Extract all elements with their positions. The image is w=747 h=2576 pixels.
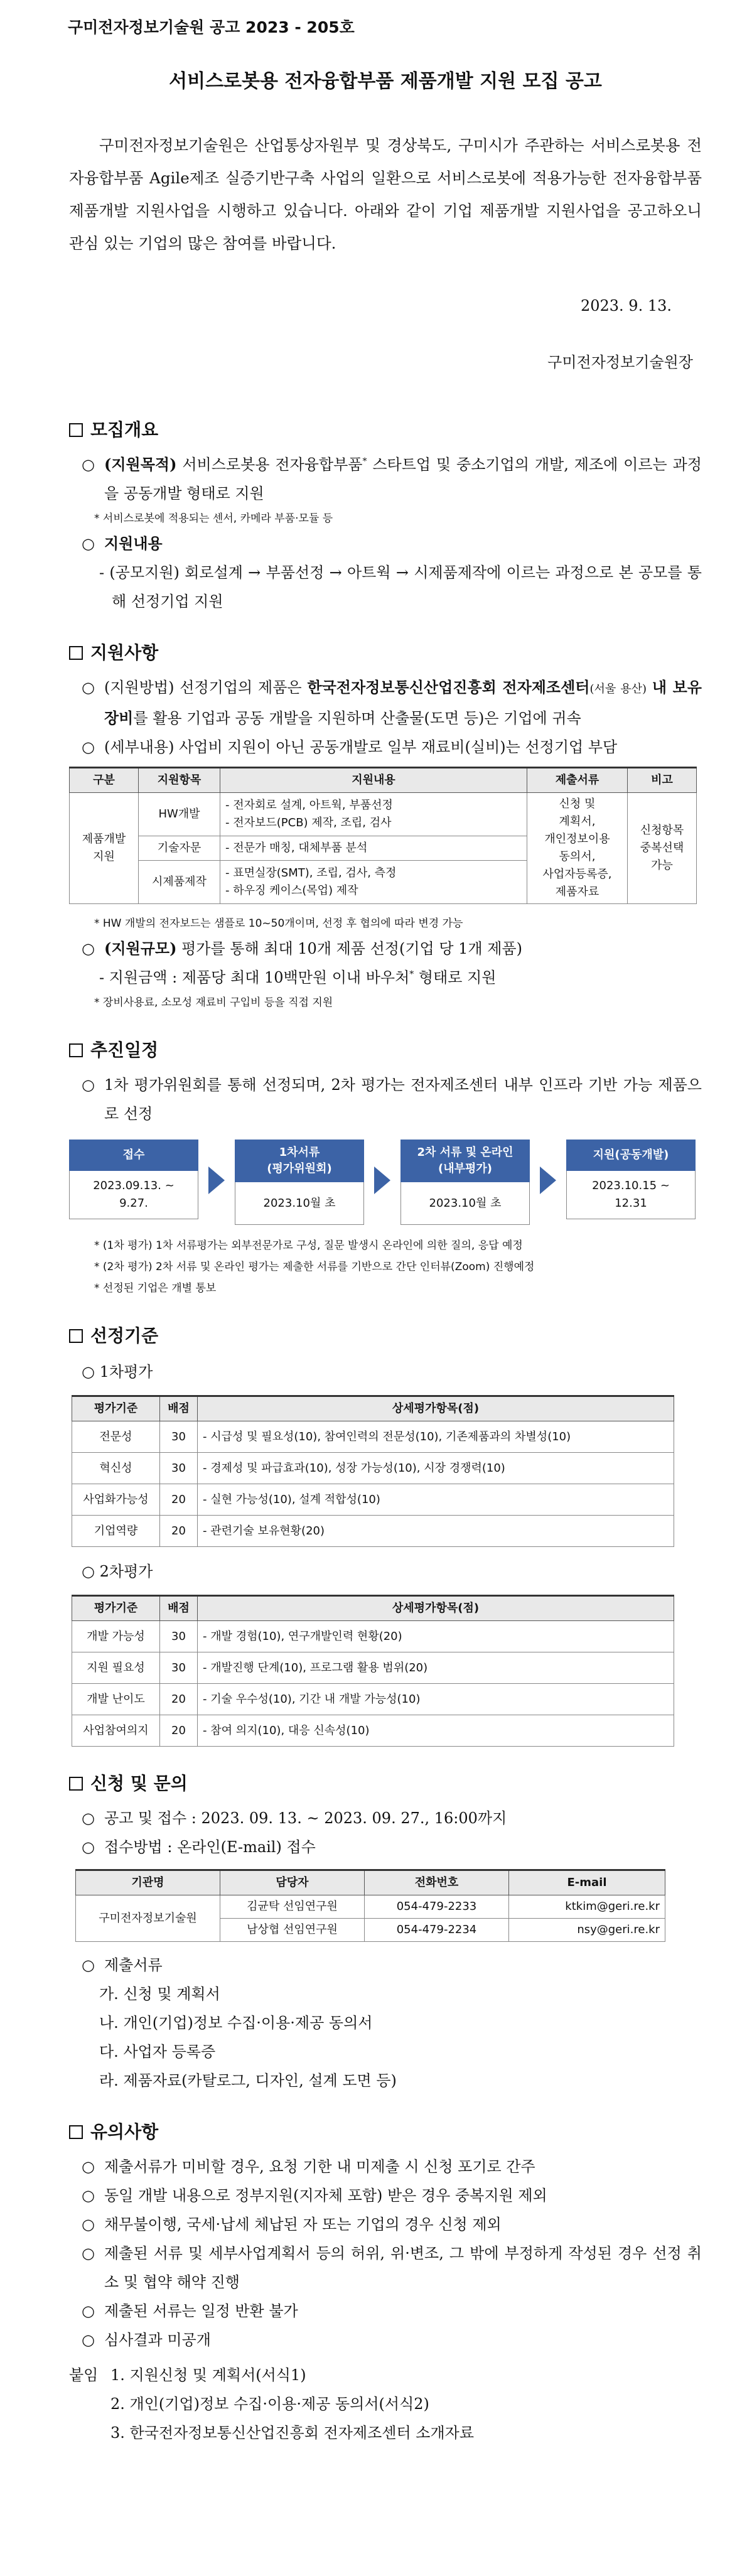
circle-bullet-icon: ○: [82, 2158, 95, 2176]
circle-bullet-icon: ○: [82, 1809, 95, 1828]
item-label: 1차평가: [99, 1363, 153, 1381]
attachment-item: 2. 개인(기업)정보 수집·이용·제공 동의서(서식2): [110, 2395, 429, 2413]
list-item: [69, 2210, 702, 2239]
footnote-mark: *: [409, 969, 414, 980]
item-text: 제출서류가 미비할 경우, 요청 기한 내 미제출 시 신청 포기로 간주: [104, 2158, 535, 2176]
table-cell: - 표면실장(SMT), 조립, 검사, 측정 - 하우징 케이스(목업) 제작: [220, 861, 527, 904]
table-cell: - 기술 우수성(10), 기간 내 개발 가능성(10): [198, 1684, 674, 1715]
table-cell: 사업참여의지: [72, 1715, 160, 1747]
table-cell: 20: [160, 1715, 198, 1747]
notice-number: 구미전자정보기술원 공고 2023 - 205호: [68, 18, 355, 36]
table-cell: 054-479-2233: [365, 1895, 509, 1919]
doc-item: 다. 사업자 등록증: [99, 2043, 216, 2061]
item-text: 한국전자정보통신산업진흥회 전자제조센터: [307, 678, 590, 697]
circle-bullet-icon: ○: [82, 2187, 95, 2205]
table-cell: 구미전자정보기술원: [76, 1895, 220, 1942]
table-row: [72, 1652, 674, 1684]
circle-bullet-icon: ○: [82, 2245, 95, 2263]
circle-bullet-icon: ○: [82, 1838, 95, 1857]
section-title: 지원사항: [90, 642, 159, 664]
list-item: [69, 2152, 702, 2181]
step-date: 2023.09.13. ~ 9.27.: [69, 1171, 198, 1219]
section-heading-criteria: [69, 1320, 702, 1351]
table-header: 평가기준: [72, 1396, 160, 1421]
circle-bullet-icon: ○: [82, 535, 95, 553]
doc-item: 라. 제품자료(카탈로그, 디자인, 설계 도면 등): [99, 2072, 397, 2090]
section-heading-notes: [69, 2116, 702, 2147]
schedule-step: [566, 1140, 696, 1219]
item-text: 심사결과 미공개: [104, 2331, 211, 2349]
table-cell: 20: [160, 1684, 198, 1715]
notice-date: 2023. 9. 13.: [580, 297, 672, 315]
table-row: [72, 1421, 674, 1453]
table-header: 제출서류: [527, 768, 628, 793]
table-cell: - 실현 가능성(10), 설계 적합성(10): [198, 1484, 674, 1516]
circle-bullet-icon: ○: [82, 2302, 95, 2320]
section-heading-support: [69, 637, 702, 668]
schedule-timeline: [69, 1140, 697, 1225]
table-cell: 전문성: [72, 1421, 160, 1453]
attachments: [69, 2361, 702, 2447]
schedule-step: [235, 1140, 364, 1225]
circle-bullet-icon: ○: [82, 679, 95, 697]
footnote: * (1차 평가) 1차 서류평가는 외부전문가로 구성, 질문 발생시 온라인에 의한 질의, 응답 예정: [94, 1239, 523, 1253]
square-bullet-icon: [69, 423, 83, 437]
table-row: [72, 1715, 674, 1747]
list-item: [69, 1833, 702, 1862]
table-cell: 제품개발 지원: [70, 793, 139, 904]
table-cell: 20: [160, 1484, 198, 1516]
list-item: [69, 529, 702, 558]
square-bullet-icon: [69, 1329, 83, 1343]
footnote: * 서비스로봇에 적용되는 센서, 카메라 부품·모듈 등: [94, 512, 333, 525]
step-title: 1차서류 (평가위원회): [235, 1140, 364, 1182]
table-cell: 개발 난이도: [72, 1684, 160, 1715]
section-title: 추진일정: [90, 1040, 159, 1061]
table-header: 지원항목: [139, 768, 220, 793]
table-row: [76, 1895, 665, 1919]
step-title: 접수: [69, 1140, 198, 1171]
table-cell: - 개발진행 단계(10), 프로그램 활용 범위(20): [198, 1652, 674, 1684]
circle-bullet-icon: ○: [82, 2331, 95, 2349]
intro-paragraph: 구미전자정보기술원은 산업통상자원부 및 경상북도, 구미시가 주관하는 서비스로봇용 전자융합부품 Agile제조 실증기반구축 사업의 일환으로 서비스로봇에 적용가능한 전자융합부품 제품개발 지원사업을 시행하고 있습니다. 아래와 같이 기업 제품개발 지원사업을 공고하오니 관심 있는 기업의 많은 참여를 바랍니다.: [69, 136, 702, 253]
list-item: [69, 1557, 702, 1586]
table-cell: 기업역량: [72, 1516, 160, 1547]
table-row: [72, 1516, 674, 1547]
table-header: 전화번호: [365, 1870, 509, 1895]
table-cell: - 시급성 및 필요성(10), 참여인력의 전문성(10), 기존제품과의 차별성(10): [198, 1421, 674, 1453]
arrow-right-icon: [198, 1140, 235, 1221]
arrow-right-icon: [364, 1140, 400, 1221]
table-header: 상세평가항목(점): [198, 1396, 674, 1421]
circle-bullet-icon: ○: [82, 940, 95, 958]
table-cell: 20: [160, 1516, 198, 1547]
table-header: 지원내용: [220, 768, 527, 793]
schedule-step: [400, 1140, 530, 1225]
table-header: E-mail: [509, 1870, 665, 1895]
footnote: * HW 개발의 전자보드는 샘플로 10~50개이며, 선정 후 협의에 따라 변경 가능: [94, 917, 463, 930]
item-text: 제출된 서류 및 세부사업계획서 등의 허위, 위·변조, 그 밖에 부정하게 작성된 경우 선정 취소 및 협약 해약 진행: [104, 2245, 702, 2292]
second-evaluation-table: [72, 1595, 674, 1747]
item-text: 제출된 서류는 일정 반환 불가: [104, 2302, 298, 2320]
support-table: [69, 767, 697, 904]
arrow-right-icon: [530, 1140, 566, 1221]
square-bullet-icon: [69, 2125, 83, 2139]
list-item: [69, 450, 702, 508]
table-row: [72, 1453, 674, 1484]
table-cell: - 전문가 매칭, 대체부품 분석: [220, 836, 527, 861]
item-text: 선정기업의 제품은: [180, 679, 302, 697]
table-cell: 신청 및 계획서, 개인정보이용 동의서, 사업자등록증, 제품자료: [527, 793, 628, 904]
table-cell: 사업화가능성: [72, 1484, 160, 1516]
step-date: 2023.10월 초: [235, 1182, 364, 1225]
square-bullet-icon: [69, 646, 83, 660]
table-row: [72, 1684, 674, 1715]
circle-bullet-icon: ○: [82, 1956, 95, 1975]
table-cell: 30: [160, 1621, 198, 1652]
table-header: 배점: [160, 1396, 198, 1421]
list-item: [69, 733, 702, 762]
item-text: 평가를 통해 최대 10개 제품 선정(기업 당 1개 제품): [181, 940, 522, 958]
item-text: 접수방법 : 온라인(E-mail) 접수: [104, 1838, 316, 1857]
item-label: 2차평가: [99, 1563, 153, 1581]
table-header: 비고: [628, 768, 697, 793]
item-text: 동일 개발 내용으로 정부지원(지자체 포함) 받은 경우 중복지원 제외: [104, 2187, 547, 2205]
table-cell: 30: [160, 1421, 198, 1453]
item-label: (지원목적): [104, 455, 177, 474]
page-title: 서비스로봇용 전자융합부품 제품개발 지원 모집 공고: [169, 70, 602, 92]
table-cell: 30: [160, 1453, 198, 1484]
item-text: 형태로 지원: [418, 969, 497, 987]
table-header: 배점: [160, 1596, 198, 1621]
square-bullet-icon: [69, 1043, 83, 1057]
list-item: [69, 673, 702, 733]
footnote: * 선정된 기업은 개별 통보: [94, 1282, 217, 1295]
contact-table: [75, 1869, 665, 1942]
item-text: 스타트업 및 중소기업의 개발, 제조에 이르는 과정을 공동개발 형태로 지원: [104, 456, 702, 503]
list-item: [69, 2239, 702, 2297]
dash-item: [69, 963, 702, 992]
first-evaluation-table: [72, 1395, 674, 1547]
issuer: 구미전자정보기술원장: [547, 353, 693, 372]
table-cell: - 전자회로 설계, 아트웍, 부품선정 - 전자보드(PCB) 제작, 조립, 검사: [220, 793, 527, 836]
section-title: 신청 및 문의: [90, 1773, 188, 1794]
square-bullet-icon: [69, 1777, 83, 1791]
section-heading-schedule: [69, 1035, 702, 1065]
table-cell: 혁신성: [72, 1453, 160, 1484]
list-item: [69, 2181, 702, 2210]
table-cell: 시제품제작: [139, 861, 220, 904]
table-header: 기관명: [76, 1870, 220, 1895]
item-text: 내 보유장비: [104, 678, 702, 728]
table-header: 담당자: [220, 1870, 365, 1895]
item-label: (지원방법): [104, 679, 175, 697]
table-cell: - 관련기술 보유현황(20): [198, 1516, 674, 1547]
table-cell: - 참여 의지(10), 대응 신속성(10): [198, 1715, 674, 1747]
circle-bullet-icon: ○: [82, 1363, 100, 1381]
step-title: 2차 서류 및 온라인 (내부평가): [400, 1140, 530, 1182]
item-text: 서비스로봇용 전자융합부품: [182, 456, 363, 474]
item-text: (세부내용) 사업비 지원이 아닌 공동개발로 일부 재료비(실비)는 선정기업 부담: [104, 738, 618, 757]
footnote: * (2차 평가) 2차 서류 및 온라인 평가는 제출한 서류를 기반으로 간단 인터뷰(Zoom) 진행예정: [94, 1261, 535, 1274]
item-text: (서울 용산): [589, 682, 647, 696]
table-cell: - 개발 경험(10), 연구개발인력 현황(20): [198, 1621, 674, 1652]
item-text: 채무불이행, 국세·납세 체납된 자 또는 기업의 경우 신청 제외: [104, 2216, 502, 2234]
section-title: 유의사항: [90, 2121, 159, 2143]
table-header: 구분: [70, 768, 139, 793]
item-text: 를 활용 기업과 공동 개발을 지원하며 산출물(도면 등)은 기업에 귀속: [133, 709, 581, 728]
circle-bullet-icon: ○: [82, 456, 95, 474]
step-title: 지원(공동개발): [566, 1140, 696, 1171]
footnote: * 장비사용료, 소모성 재료비 구입비 등을 직접 지원: [94, 996, 333, 1010]
table-cell: - 경제성 및 파급효과(10), 성장 가능성(10), 시장 경쟁력(10): [198, 1453, 674, 1484]
list-item: [69, 1070, 702, 1128]
table-cell: HW개발: [139, 793, 220, 836]
attachments-label: 붙임: [69, 2366, 99, 2385]
footnote-mark: *: [362, 456, 367, 467]
table-cell: 김균탁 선임연구원: [220, 1895, 365, 1919]
table-cell: 남상협 선임연구원: [220, 1919, 365, 1942]
list-item: [69, 934, 702, 963]
step-date: 2023.10월 초: [400, 1182, 530, 1225]
table-cell: 지원 필요성: [72, 1652, 160, 1684]
section-title: 모집개요: [90, 419, 159, 441]
circle-bullet-icon: ○: [82, 1563, 100, 1581]
doc-item: 나. 개인(기업)정보 수집·이용·제공 동의서: [99, 2014, 373, 2032]
list-item: [69, 1357, 702, 1386]
item-text: 공고 및 접수 : 2023. 09. 13. ~ 2023. 09. 27., 16:00까지: [104, 1809, 507, 1828]
section-heading-overview: [69, 414, 702, 445]
table-header: 평가기준: [72, 1596, 160, 1621]
table-cell: 기술자문: [139, 836, 220, 861]
table-cell: 30: [160, 1652, 198, 1684]
list-item: [69, 1804, 702, 1833]
table-cell: 신청항목 중복선택 가능: [628, 793, 697, 904]
table-cell: 개발 가능성: [72, 1621, 160, 1652]
table-cell: 054-479-2234: [365, 1919, 509, 1942]
section-title: 선정기준: [90, 1325, 159, 1347]
item-label: (지원규모): [104, 939, 177, 958]
item-text: - 지원금액 : 제품당 최대 10백만원 이내 바우처: [99, 969, 410, 987]
email-link[interactable]: nsy@geri.re.kr: [509, 1919, 665, 1942]
attachment-item: 3. 한국전자정보통신산업진흥회 전자제조센터 소개자료: [110, 2424, 475, 2442]
dash-item: - (공모지원) 회로설계 → 부품선정 → 아트웍 → 시제품제작에 이르는 과정으로 본 공모를 통해 선정기업 지원: [99, 564, 702, 611]
circle-bullet-icon: ○: [82, 1076, 95, 1094]
item-label: 지원내용: [104, 534, 163, 553]
section-heading-application: [69, 1768, 702, 1799]
table-header: 상세평가항목(점): [198, 1596, 674, 1621]
schedule-step: [69, 1140, 198, 1219]
circle-bullet-icon: ○: [82, 738, 95, 757]
list-item: [69, 1951, 702, 1980]
email-link[interactable]: ktkim@geri.re.kr: [509, 1895, 665, 1919]
item-label: 제출서류: [104, 1956, 163, 1975]
attachment-item: 1. 지원신청 및 계획서(서식1): [110, 2366, 306, 2385]
table-row: [70, 793, 697, 836]
circle-bullet-icon: ○: [82, 2216, 95, 2234]
item-text: 1차 평가위원회를 통해 선정되며, 2차 평가는 전자제조센터 내부 인프라 기반 가능 제품으로 선정: [104, 1076, 702, 1123]
list-item: [69, 2297, 702, 2325]
table-row: [72, 1484, 674, 1516]
step-date: 2023.10.15 ~ 12.31: [566, 1171, 696, 1219]
list-item: [69, 2325, 702, 2354]
table-row: [72, 1621, 674, 1652]
doc-item: 가. 신청 및 계획서: [99, 1985, 220, 2003]
